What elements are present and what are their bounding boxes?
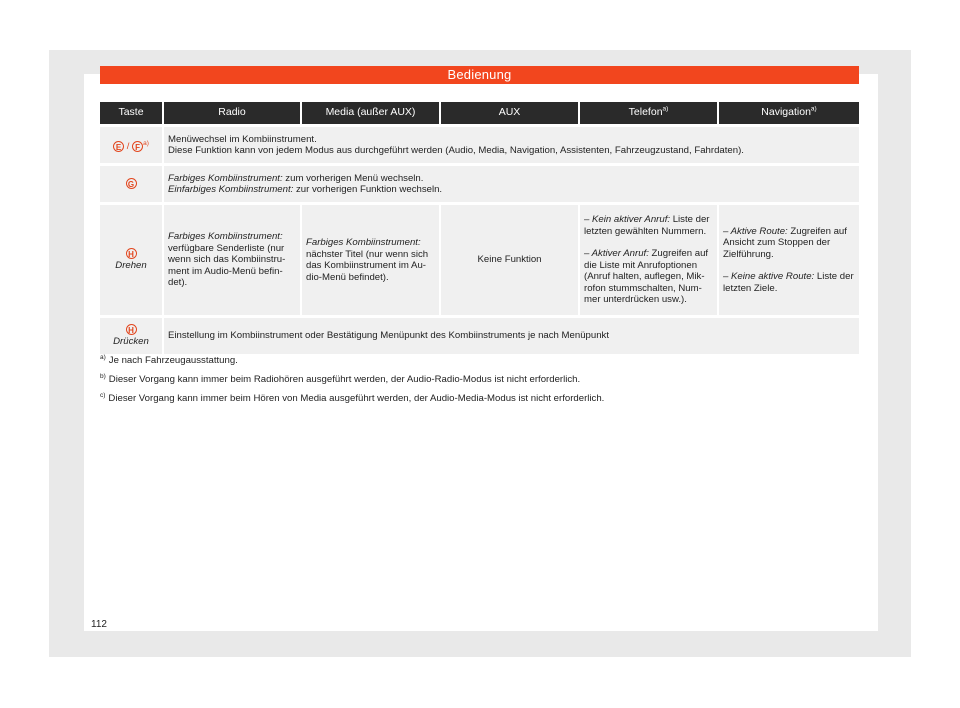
- key-footnote: a): [143, 139, 149, 147]
- cell-paragraph: [723, 271, 855, 294]
- cell-text: nächster Titel (nur wenn sich das Kombiinstrument im Audio-Menü befindet).: [306, 248, 429, 283]
- table-row: [100, 166, 859, 202]
- row-text-line: [168, 184, 855, 196]
- paragraph-gap: [723, 260, 855, 271]
- table-row: [100, 318, 859, 354]
- cell-paragraph: [584, 214, 713, 237]
- cell-label: – Aktiver Anruf:: [584, 248, 649, 260]
- table-header-row: [100, 102, 859, 124]
- key-separator: /: [126, 140, 130, 152]
- key-icon-h: H: [126, 324, 137, 335]
- row-text-line: Diese Funktion kann von jedem Modus aus durchgeführt werden (Audio, Media, Navigation, Assistenten, Fahrzeugzustand, Fahrdaten).: [168, 145, 744, 156]
- footnote: [100, 351, 860, 370]
- footnote-mark: c): [100, 391, 106, 399]
- cell-label: – Kein aktiver Anruf:: [584, 214, 671, 226]
- cell-label: – Keine aktive Route:: [723, 271, 815, 283]
- header-aux: AUX: [439, 102, 578, 124]
- header-media: Media (außer AUX): [300, 102, 439, 124]
- key-action: Drücken: [113, 336, 149, 348]
- row-description: [162, 166, 859, 202]
- row-text-line: Menüwechsel im Kombiinstrument.: [168, 133, 317, 145]
- cell-text: Zugreifen auf Ansicht zum Stoppen der Zielführung.: [723, 225, 847, 260]
- cell-aux: Keine Funktion: [439, 205, 578, 315]
- cell-text: Liste der letzten Ziele.: [723, 271, 854, 294]
- key-icon-e: E: [113, 141, 124, 152]
- footnote-mark: a): [100, 353, 106, 361]
- header-telefon: [578, 102, 717, 124]
- key-cell: [100, 205, 162, 315]
- footnote-mark: b): [100, 372, 106, 380]
- row-text: zum vorherigen Menü wechseln.: [282, 172, 424, 184]
- header-navigation: [717, 102, 859, 124]
- cell-text: Liste der letzten gewählten Nummern.: [584, 214, 710, 237]
- cell-label: – Aktive Route:: [723, 225, 788, 237]
- table-row: [100, 205, 859, 315]
- footnotes: [100, 351, 860, 408]
- cell-paragraph: [584, 248, 713, 306]
- table-row: [100, 127, 859, 163]
- footnote: [100, 370, 860, 389]
- key-icon-f: F: [132, 141, 143, 152]
- row-label: Farbiges Kombiinstrument:: [168, 172, 283, 184]
- footnote: [100, 389, 860, 408]
- header-telefon-footnote: a): [662, 105, 669, 113]
- row-description: [162, 127, 859, 163]
- header-navigation-footnote: a): [810, 105, 817, 113]
- cell-radio: [162, 205, 300, 315]
- section-banner: Bedienung: [100, 66, 859, 84]
- key-cell: [100, 318, 162, 354]
- page-number: 112: [91, 619, 107, 630]
- cell-navigation: [717, 205, 859, 315]
- footnote-text: Je nach Fahrzeugausstattung.: [108, 355, 238, 366]
- cell-telefon: [578, 205, 717, 315]
- key-cell: [100, 166, 162, 202]
- cell-label: Farbiges Kombiinstrument:: [168, 231, 283, 243]
- footnote-text: Dieser Vorgang kann immer beim Hören von Media ausgeführt werden, der Audio-Media-Modus ist nicht erforderlich.: [108, 393, 605, 404]
- key-action: Drehen: [115, 260, 147, 272]
- controls-table: [100, 99, 859, 357]
- row-text: zur vorherigen Funktion wechseln.: [293, 184, 443, 195]
- header-navigation-label: Navigation: [761, 106, 811, 119]
- row-description: Einstellung im Kombiinstrument oder Bestätigung Menüpunkt des Kombiinstruments je nach Menüpunkt: [162, 318, 859, 354]
- cell-label: Farbiges Kombiinstrument:: [306, 237, 421, 248]
- paragraph-gap: [584, 237, 713, 248]
- footnote-text: Dieser Vorgang kann immer beim Radiohören ausgeführt werden, der Audio-Radio-Modus ist nicht erforderlich.: [108, 374, 581, 385]
- cell-text: verfügbare Senderliste (nur wenn sich das Kombiinstrument im Audio-Menü befindet).: [168, 242, 286, 289]
- header-telefon-label: Telefon: [628, 106, 663, 119]
- row-text-line: [168, 173, 855, 185]
- key-cell: [100, 127, 162, 163]
- cell-paragraph: [723, 226, 855, 261]
- key-icon-g: G: [126, 178, 137, 189]
- row-label: Einfarbiges Kombiinstrument:: [168, 184, 294, 195]
- cell-text: Zugreifen auf die Liste mit Anrufoptionen (Anruf halten, auflegen, Mikrofon stummschalten, Nummer unterdrücken usw.).: [584, 248, 709, 306]
- key-icon-h: H: [126, 248, 137, 259]
- cell-media: [300, 205, 439, 315]
- header-radio: Radio: [162, 102, 300, 124]
- header-taste: Taste: [100, 102, 162, 124]
